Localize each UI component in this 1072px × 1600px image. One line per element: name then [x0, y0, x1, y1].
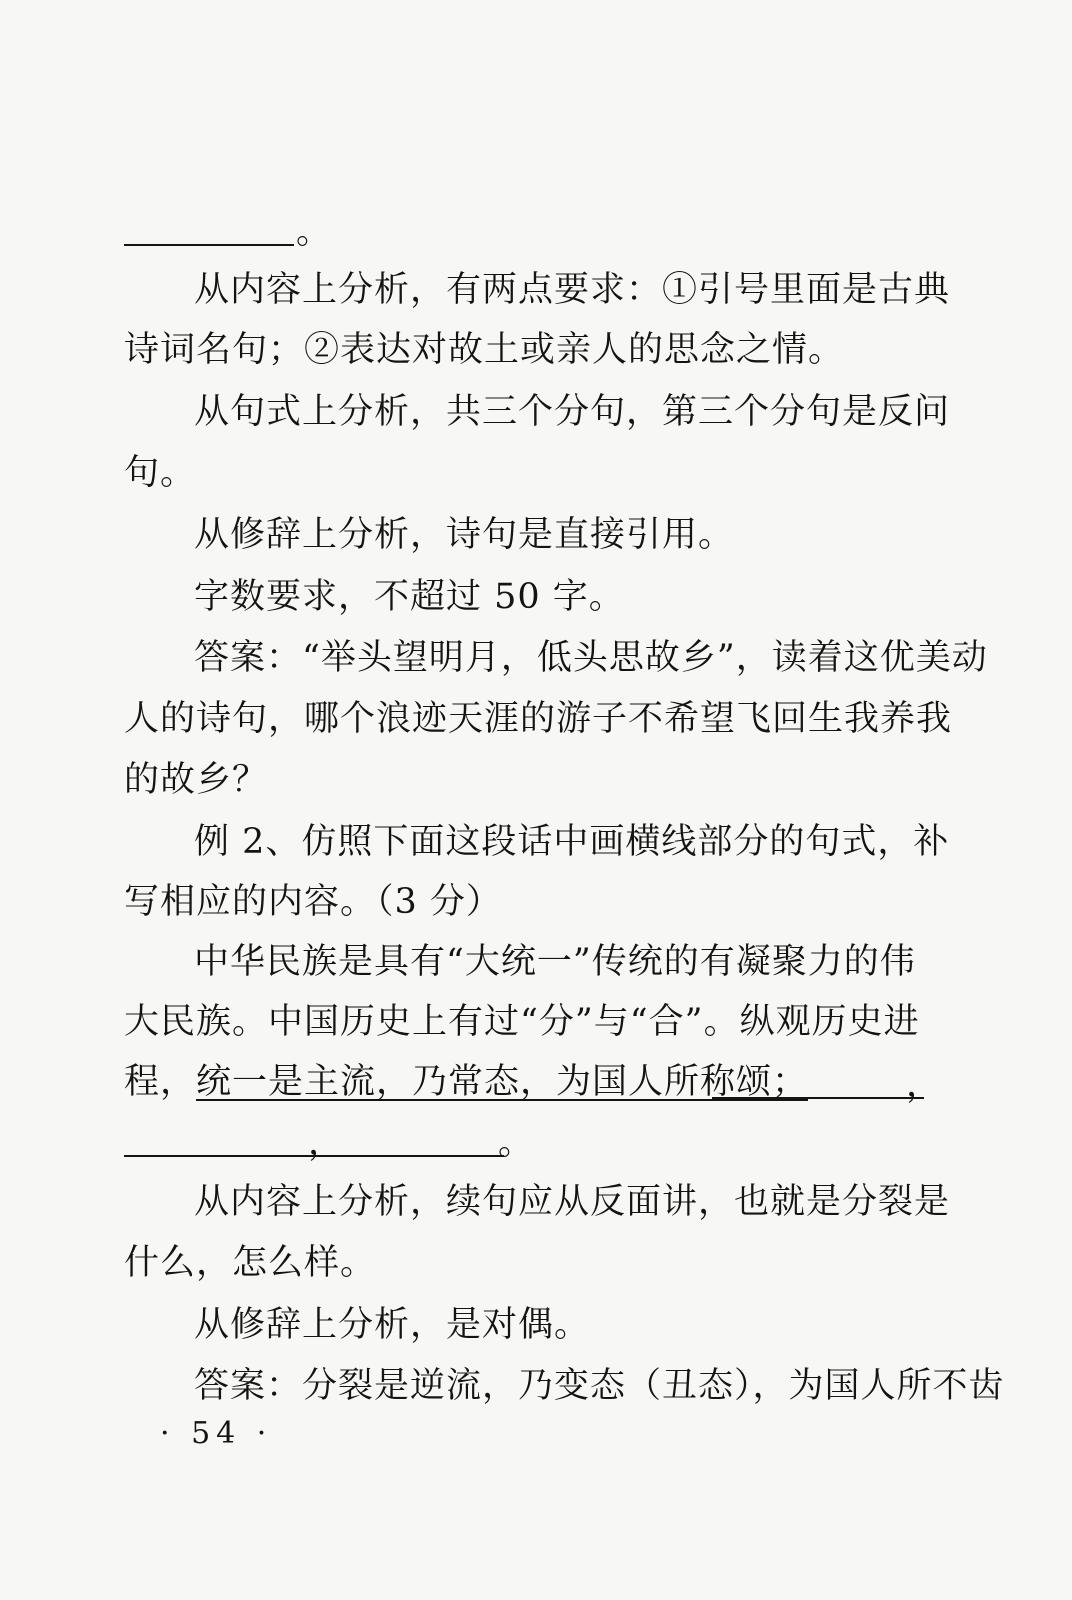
text-line-7: 字数要求，不超过 50 字。: [194, 577, 625, 617]
answer-blank-1: [124, 244, 294, 246]
text-line-6: 从修辞上分析，诗句是直接引用。: [194, 515, 735, 555]
line-1-period: 。: [296, 212, 332, 252]
text-line-13: 中华民族是具有“大统一”传统的有凝聚力的伟: [194, 942, 916, 982]
underlined-model-sentence: 统一是主流，乃常态，为国人所称颂；: [196, 1062, 809, 1102]
page-number: · 54 ·: [160, 1416, 273, 1451]
text-line-5: 句。: [124, 453, 197, 493]
text-line-9: 人的诗句，哪个浪迹天涯的游子不希望飞回生我养我: [124, 699, 953, 739]
text-line-2: 从内容上分析，有两点要求：①引号里面是古典: [194, 270, 951, 310]
text-line-3: 诗词名句；②表达对故土或亲人的思念之情。: [124, 330, 845, 370]
text-line-12: 写相应的内容。（3 分）: [124, 882, 502, 922]
line-16-period: 。: [498, 1123, 534, 1163]
line-15-comma: ，: [906, 1065, 942, 1105]
text-line-8: 答案：“举头望明月，低头思故乡”，读着这优美动: [194, 638, 988, 678]
text-line-20: 答案：分裂是逆流，乃变态（丑态），为国人所不齿: [194, 1366, 1005, 1406]
text-line-17: 从内容上分析，续句应从反面讲，也就是分裂是: [194, 1182, 951, 1222]
text-line-18: 什么，怎么样。: [124, 1243, 377, 1283]
text-line-10: 的故乡？: [124, 760, 269, 800]
text-line-19: 从修辞上分析，是对偶。: [194, 1305, 591, 1345]
text-line-4: 从句式上分析，共三个分句，第三个分句是反问: [194, 392, 951, 432]
line-16-comma: ，: [308, 1123, 344, 1163]
line-15-prefix: 程，: [124, 1062, 197, 1102]
answer-blank-2: [712, 1097, 924, 1099]
text-line-14: 大民族。中国历史上有过“分”与“合”。纵观历史进: [124, 1002, 920, 1042]
text-line-11: 例 2、仿照下面这段话中画横线部分的句式，补: [194, 822, 950, 862]
